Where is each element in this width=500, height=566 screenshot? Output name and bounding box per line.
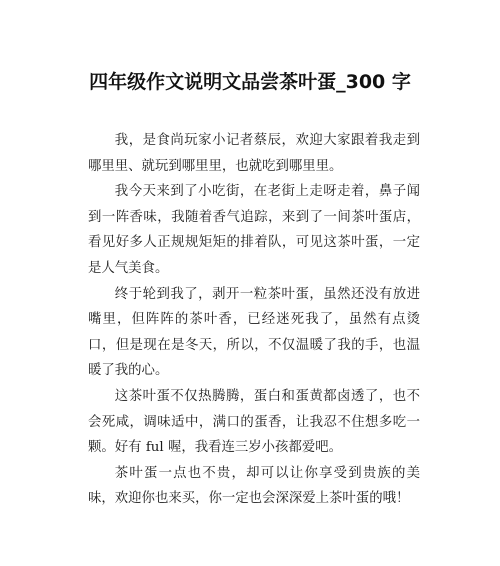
document-title: 四年级作文说明文品尝茶叶蛋_300 字	[89, 71, 411, 93]
paragraph-5: 茶叶蛋一点也不贵，却可以让你享受到贵族的美味，欢迎你也来买，你一定也会深深爱上茶叶蛋的哦！	[88, 465, 420, 507]
paragraph-4: 这茶叶蛋不仅热腾腾，蛋白和蛋黄都卤透了，也不会死咸，调味适中，满口的蛋香，让我忍不住想多吃一颗。好有 ful 喔，我看连三岁小孩都爱吧。	[88, 388, 420, 456]
paragraph-2: 我今天来到了小吃街，在老街上走呀走着，鼻子闻到一阵香味，我随着香气追踪，来到了一间茶叶蛋店，看见好多人正规规矩矩的排着队，可见这茶叶蛋，一定是人气美食。	[88, 184, 420, 276]
document-body	[88, 128, 420, 512]
paragraph-3: 终于轮到我了，剥开一粒茶叶蛋，虽然还没有放进嘴里，但阵阵的茶叶香，已经迷死我了，虽然有点烫口，但是现在是冬天，所以，不仅温暖了我的手，也温暖了我的心。	[88, 286, 420, 379]
paragraph-1: 我，是食尚玩家小记者蔡辰，欢迎大家跟着我走到哪里里、就玩到哪里里，也就吃到哪里里。	[88, 133, 420, 174]
